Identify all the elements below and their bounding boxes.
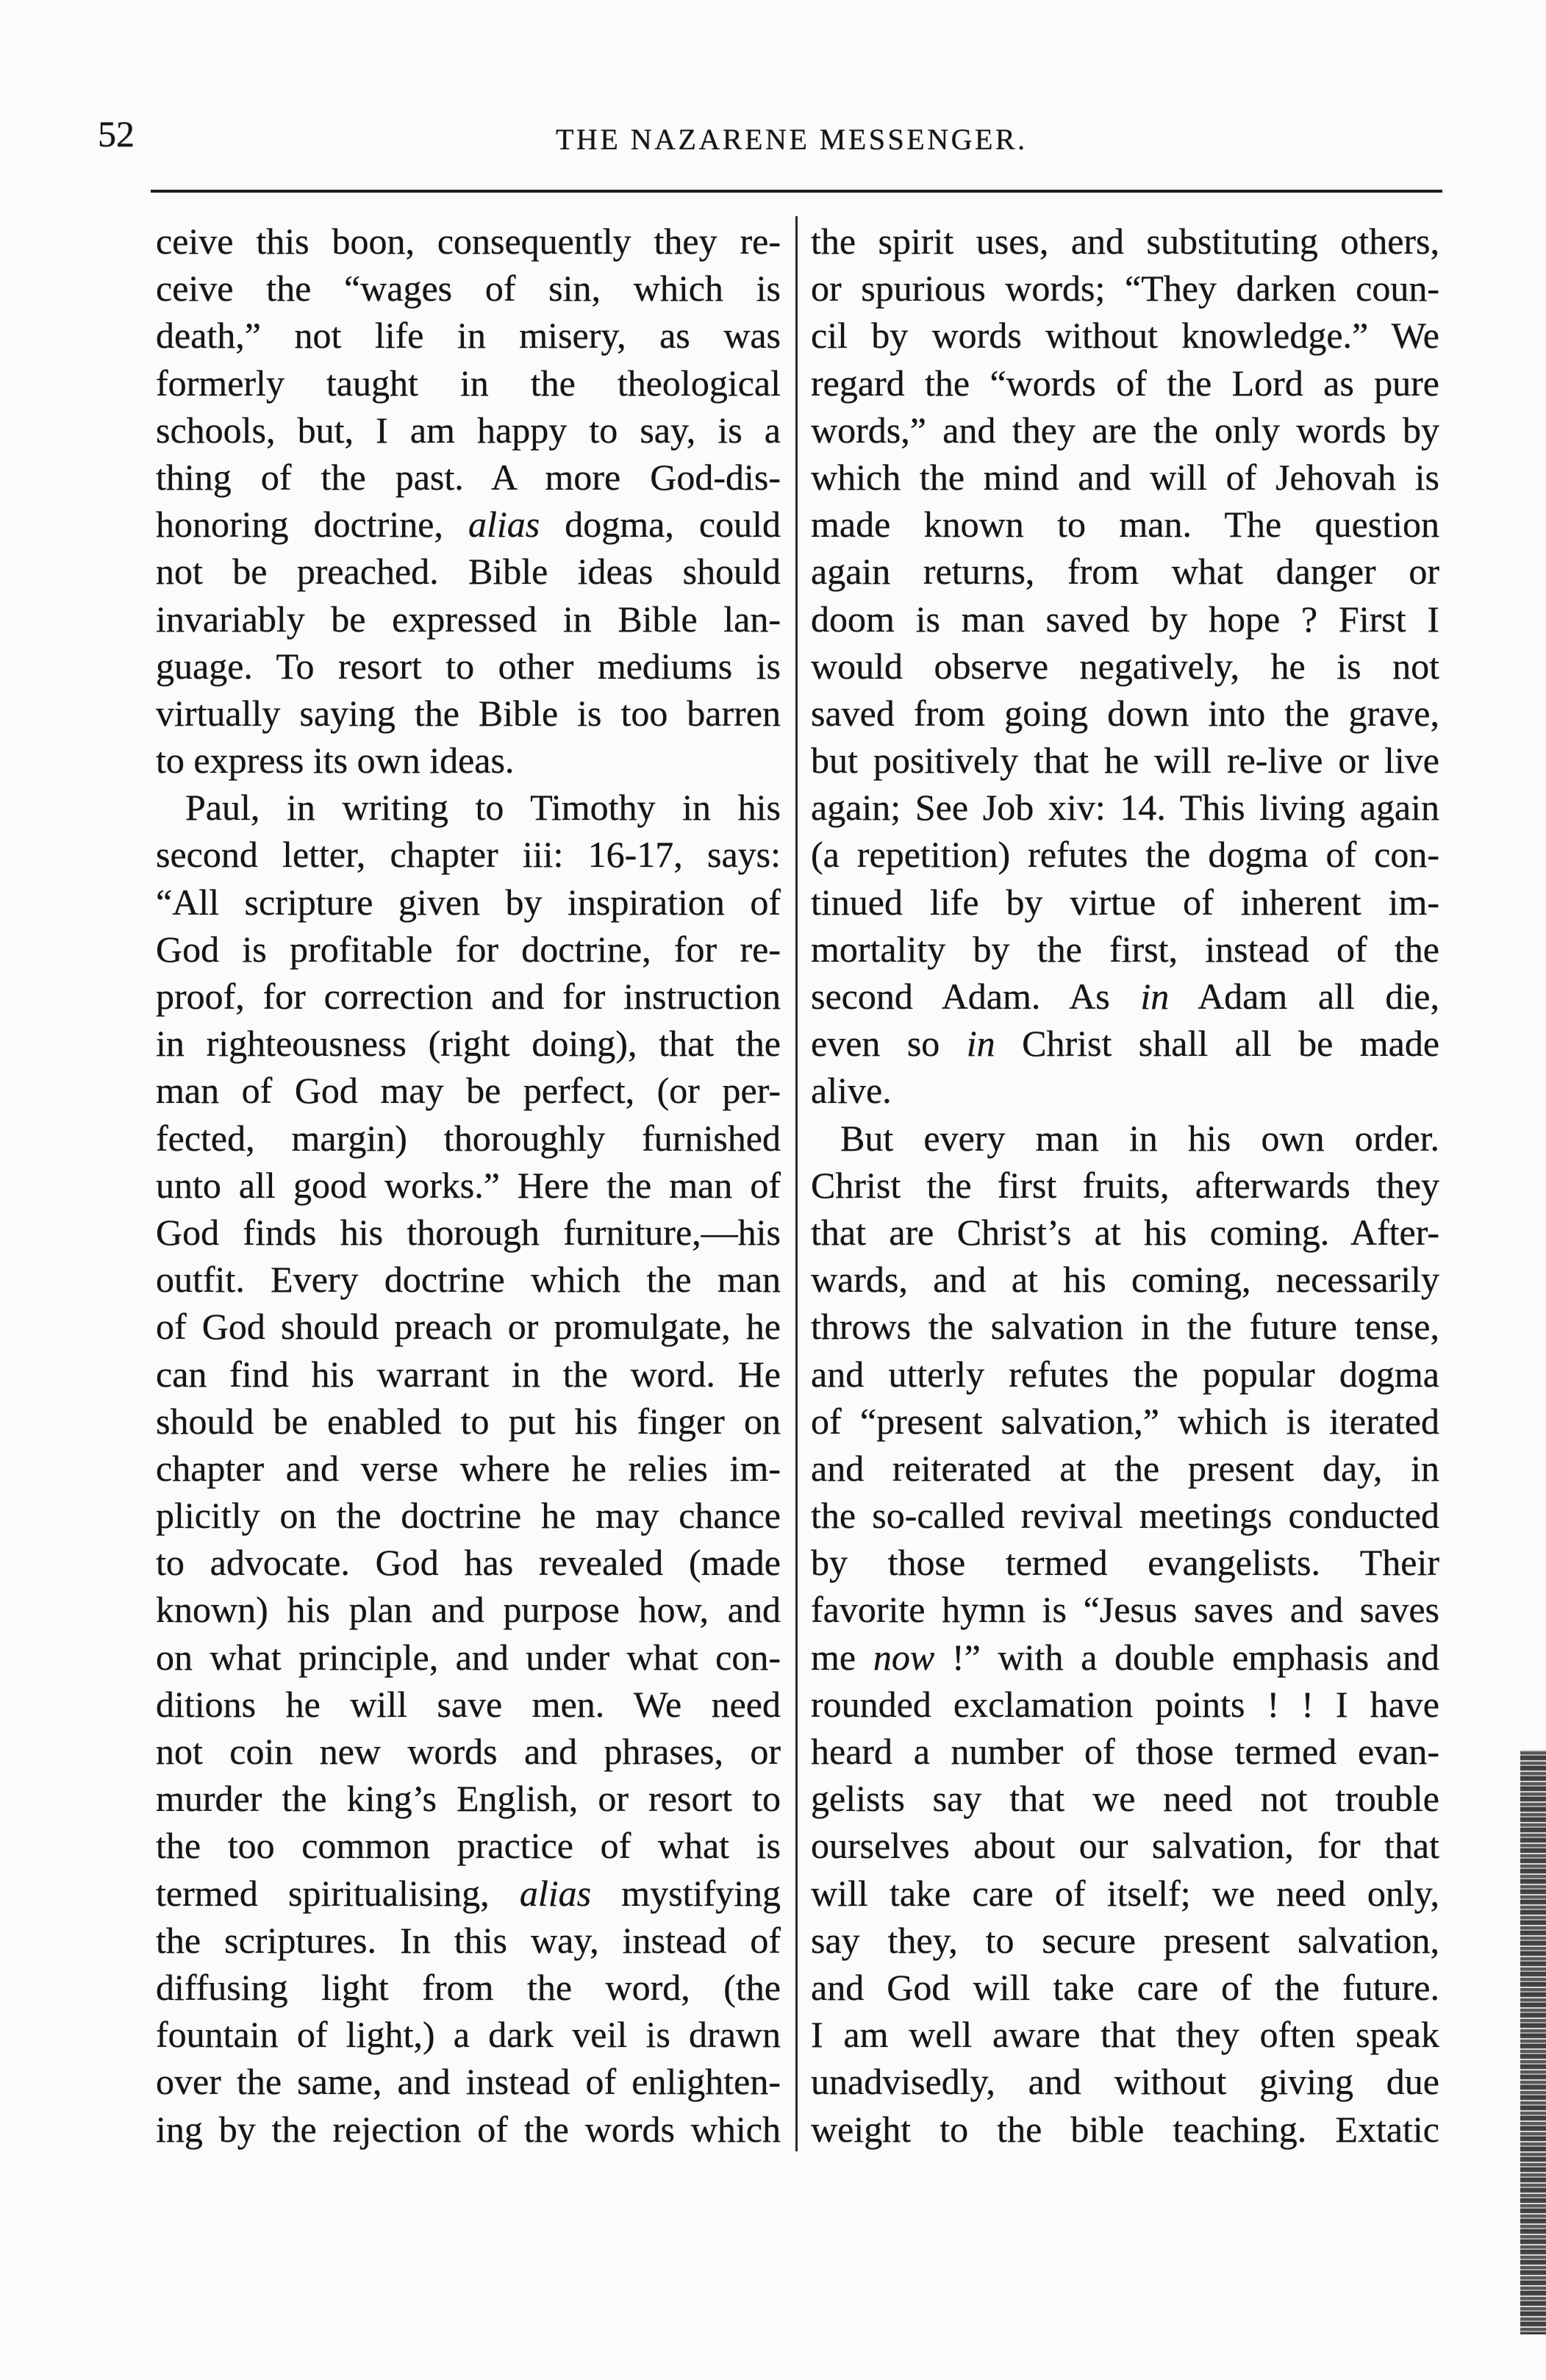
text-line: ourselves about our salvation, for that <box>811 1825 1439 1867</box>
text-line: I am well aware that they often speak <box>811 2014 1439 2056</box>
text-line: and God will take care of the future. <box>811 1966 1439 2008</box>
text-line: saved from going down into the grave, <box>811 692 1439 734</box>
text-segment: second Adam. As <box>811 976 1141 1017</box>
text-line: by those termed evangelists. Their <box>811 1542 1439 1584</box>
text-line: thing of the past. A more God-dis- <box>156 456 781 498</box>
text-line: ceive the “wages of sin, which is <box>156 268 781 310</box>
text-line: can find his warrant in the word. He <box>156 1353 781 1395</box>
italic-word: alias <box>519 1872 592 1914</box>
text-line: But every man in his own order. <box>840 1117 1439 1159</box>
text-line: unto all good works.” Here the man of <box>156 1164 781 1206</box>
text-segment: honoring doctrine, <box>156 504 468 546</box>
text-line <box>811 1634 1439 1681</box>
text-line: regard the “words of the Lord as pure <box>811 362 1439 404</box>
text-line: will take care of itself; we need only, <box>811 1872 1439 1914</box>
text-line: the so-called revival meetings conducted <box>811 1495 1439 1537</box>
text-line: not be preached. Bible ideas should <box>156 551 781 593</box>
text-line: God is profitable for doctrine, for re- <box>156 928 781 970</box>
text-line: and reiterated at the present day, in <box>811 1447 1439 1489</box>
text-line: virtually saying the Bible is too barren <box>156 692 781 734</box>
text-line: unadvisedly, and without giving due <box>811 2061 1439 2103</box>
text-line <box>156 1870 781 1917</box>
text-line: second letter, chapter iii: 16-17, says: <box>156 834 781 876</box>
text-line: invariably be expressed in Bible lan- <box>156 598 781 640</box>
page-number: 52 <box>98 113 135 154</box>
text-line: murder the king’s English, or resort to <box>156 1778 781 1820</box>
text-line: formerly taught in the theological <box>156 362 781 404</box>
text-segment: dogma, could <box>540 504 781 546</box>
text-line: (a repetition) refutes the dogma of con- <box>811 834 1439 876</box>
text-line: in righteousness (right doing), that the <box>156 1023 781 1065</box>
left-column <box>156 218 781 2153</box>
text-line: the spirit uses, and substituting others, <box>811 221 1439 262</box>
text-line: to advocate. God has revealed (made <box>156 1542 781 1584</box>
text-line: words,” and they are the only words by <box>811 409 1439 451</box>
text-line: would observe negatively, he is not <box>811 645 1439 687</box>
text-line: throws the salvation in the future tense, <box>811 1306 1439 1348</box>
text-line: the scriptures. In this way, instead of <box>156 1919 781 1961</box>
paragraph <box>156 218 781 784</box>
text-line <box>156 501 781 548</box>
text-segment: !” with a double emphasis and <box>934 1636 1439 1678</box>
text-line: Paul, in writing to Timothy in his <box>185 787 781 829</box>
text-line: not coin new words and phrases, or <box>156 1731 781 1772</box>
text-line: diffusing light from the word, (the <box>156 1966 781 2008</box>
text-line: chapter and verse where he relies im- <box>156 1447 781 1489</box>
text-line: “All scripture given by inspiration of <box>156 881 781 923</box>
text-line <box>811 1020 1439 1067</box>
text-line: over the same, and instead of enlighten- <box>156 2061 781 2103</box>
text-line <box>811 973 1439 1020</box>
column-divider <box>795 216 798 2151</box>
text-line: Christ the first fruits, afterwards they <box>811 1164 1439 1206</box>
text-line: again returns, from what danger or <box>811 551 1439 593</box>
text-line: say they, to secure present salvation, <box>811 1919 1439 1961</box>
text-line: of “present salvation,” which is iterated <box>811 1400 1439 1442</box>
text-line: wards, and at his coming, necessarily <box>811 1259 1439 1301</box>
text-line: of God should preach or promulgate, he <box>156 1306 781 1348</box>
text-line: rounded exclamation points ! ! I have <box>811 1683 1439 1725</box>
text-line: doom is man saved by hope ? First I <box>811 598 1439 640</box>
text-line: alive. <box>811 1070 892 1112</box>
right-column <box>811 218 1439 2153</box>
text-line: on what principle, and under what con- <box>156 1636 781 1678</box>
text-line: to express its own ideas. <box>156 740 515 782</box>
text-line: heard a number of those termed evan- <box>811 1731 1439 1772</box>
italic-word: in <box>966 1023 995 1065</box>
italic-word: now <box>873 1636 935 1678</box>
text-line: God finds his thorough furniture,—his <box>156 1211 781 1253</box>
text-segment: mystifying <box>591 1872 781 1914</box>
text-line: should be enabled to put his finger on <box>156 1400 781 1442</box>
text-segment: me <box>811 1636 873 1678</box>
text-line: cil by words without knowledge.” We <box>811 315 1439 357</box>
text-line: or spurious words; “They darken coun- <box>811 268 1439 310</box>
text-line: schools, but, I am happy to say, is a <box>156 409 781 451</box>
text-line: and utterly refutes the popular dogma <box>811 1353 1439 1395</box>
text-line: ditions he will save men. We need <box>156 1683 781 1725</box>
text-segment: termed spiritualising, <box>156 1872 520 1914</box>
italic-word: alias <box>468 504 540 546</box>
text-line: weight to the bible teaching. Extatic <box>811 2108 1439 2150</box>
text-line: proof, for correction and for instruction <box>156 976 781 1017</box>
scan-edge-noise <box>1520 1750 1546 2334</box>
paragraph <box>811 1115 1439 2153</box>
text-line: known) his plan and purpose how, and <box>156 1589 781 1631</box>
text-segment: even so <box>811 1023 967 1065</box>
text-line: ing by the rejection of the words which <box>156 2108 781 2150</box>
text-line: but positively that he will re-live or live <box>811 740 1439 782</box>
text-segment: Christ shall all be made <box>995 1023 1439 1065</box>
paragraph <box>156 784 781 2152</box>
text-line: death,” not life in misery, as was <box>156 315 781 357</box>
text-line: plicitly on the doctrine he may chance <box>156 1495 781 1537</box>
text-line: mortality by the first, instead of the <box>811 928 1439 970</box>
text-line: again; See Job xiv: 14. This living again <box>811 787 1439 829</box>
text-line: made known to man. The question <box>811 504 1439 546</box>
header-rule <box>151 190 1442 193</box>
text-line: fountain of light,) a dark veil is drawn <box>156 2014 781 2056</box>
text-line: that are Christ’s at his coming. After- <box>811 1211 1439 1253</box>
text-line: which the mind and will of Jehovah is <box>811 456 1439 498</box>
paragraph <box>811 218 1439 1115</box>
text-line: outfit. Every doctrine which the man <box>156 1259 781 1301</box>
text-line: favorite hymn is “Jesus saves and saves <box>811 1589 1439 1631</box>
text-line: gelists say that we need not trouble <box>811 1778 1439 1820</box>
text-line: man of God may be perfect, (or per- <box>156 1070 781 1112</box>
text-line: ceive this boon, consequently they re- <box>156 221 781 262</box>
running-head: THE NAZARENE MESSENGER. <box>556 123 1028 156</box>
text-line: guage. To resort to other mediums is <box>156 645 781 687</box>
text-line: the too common practice of what is <box>156 1825 781 1867</box>
text-line: fected, margin) thoroughly furnished <box>156 1117 781 1159</box>
text-line: tinued life by virtue of inherent im- <box>811 881 1439 923</box>
text-segment: Adam all die, <box>1169 976 1439 1017</box>
italic-word: in <box>1140 976 1170 1017</box>
